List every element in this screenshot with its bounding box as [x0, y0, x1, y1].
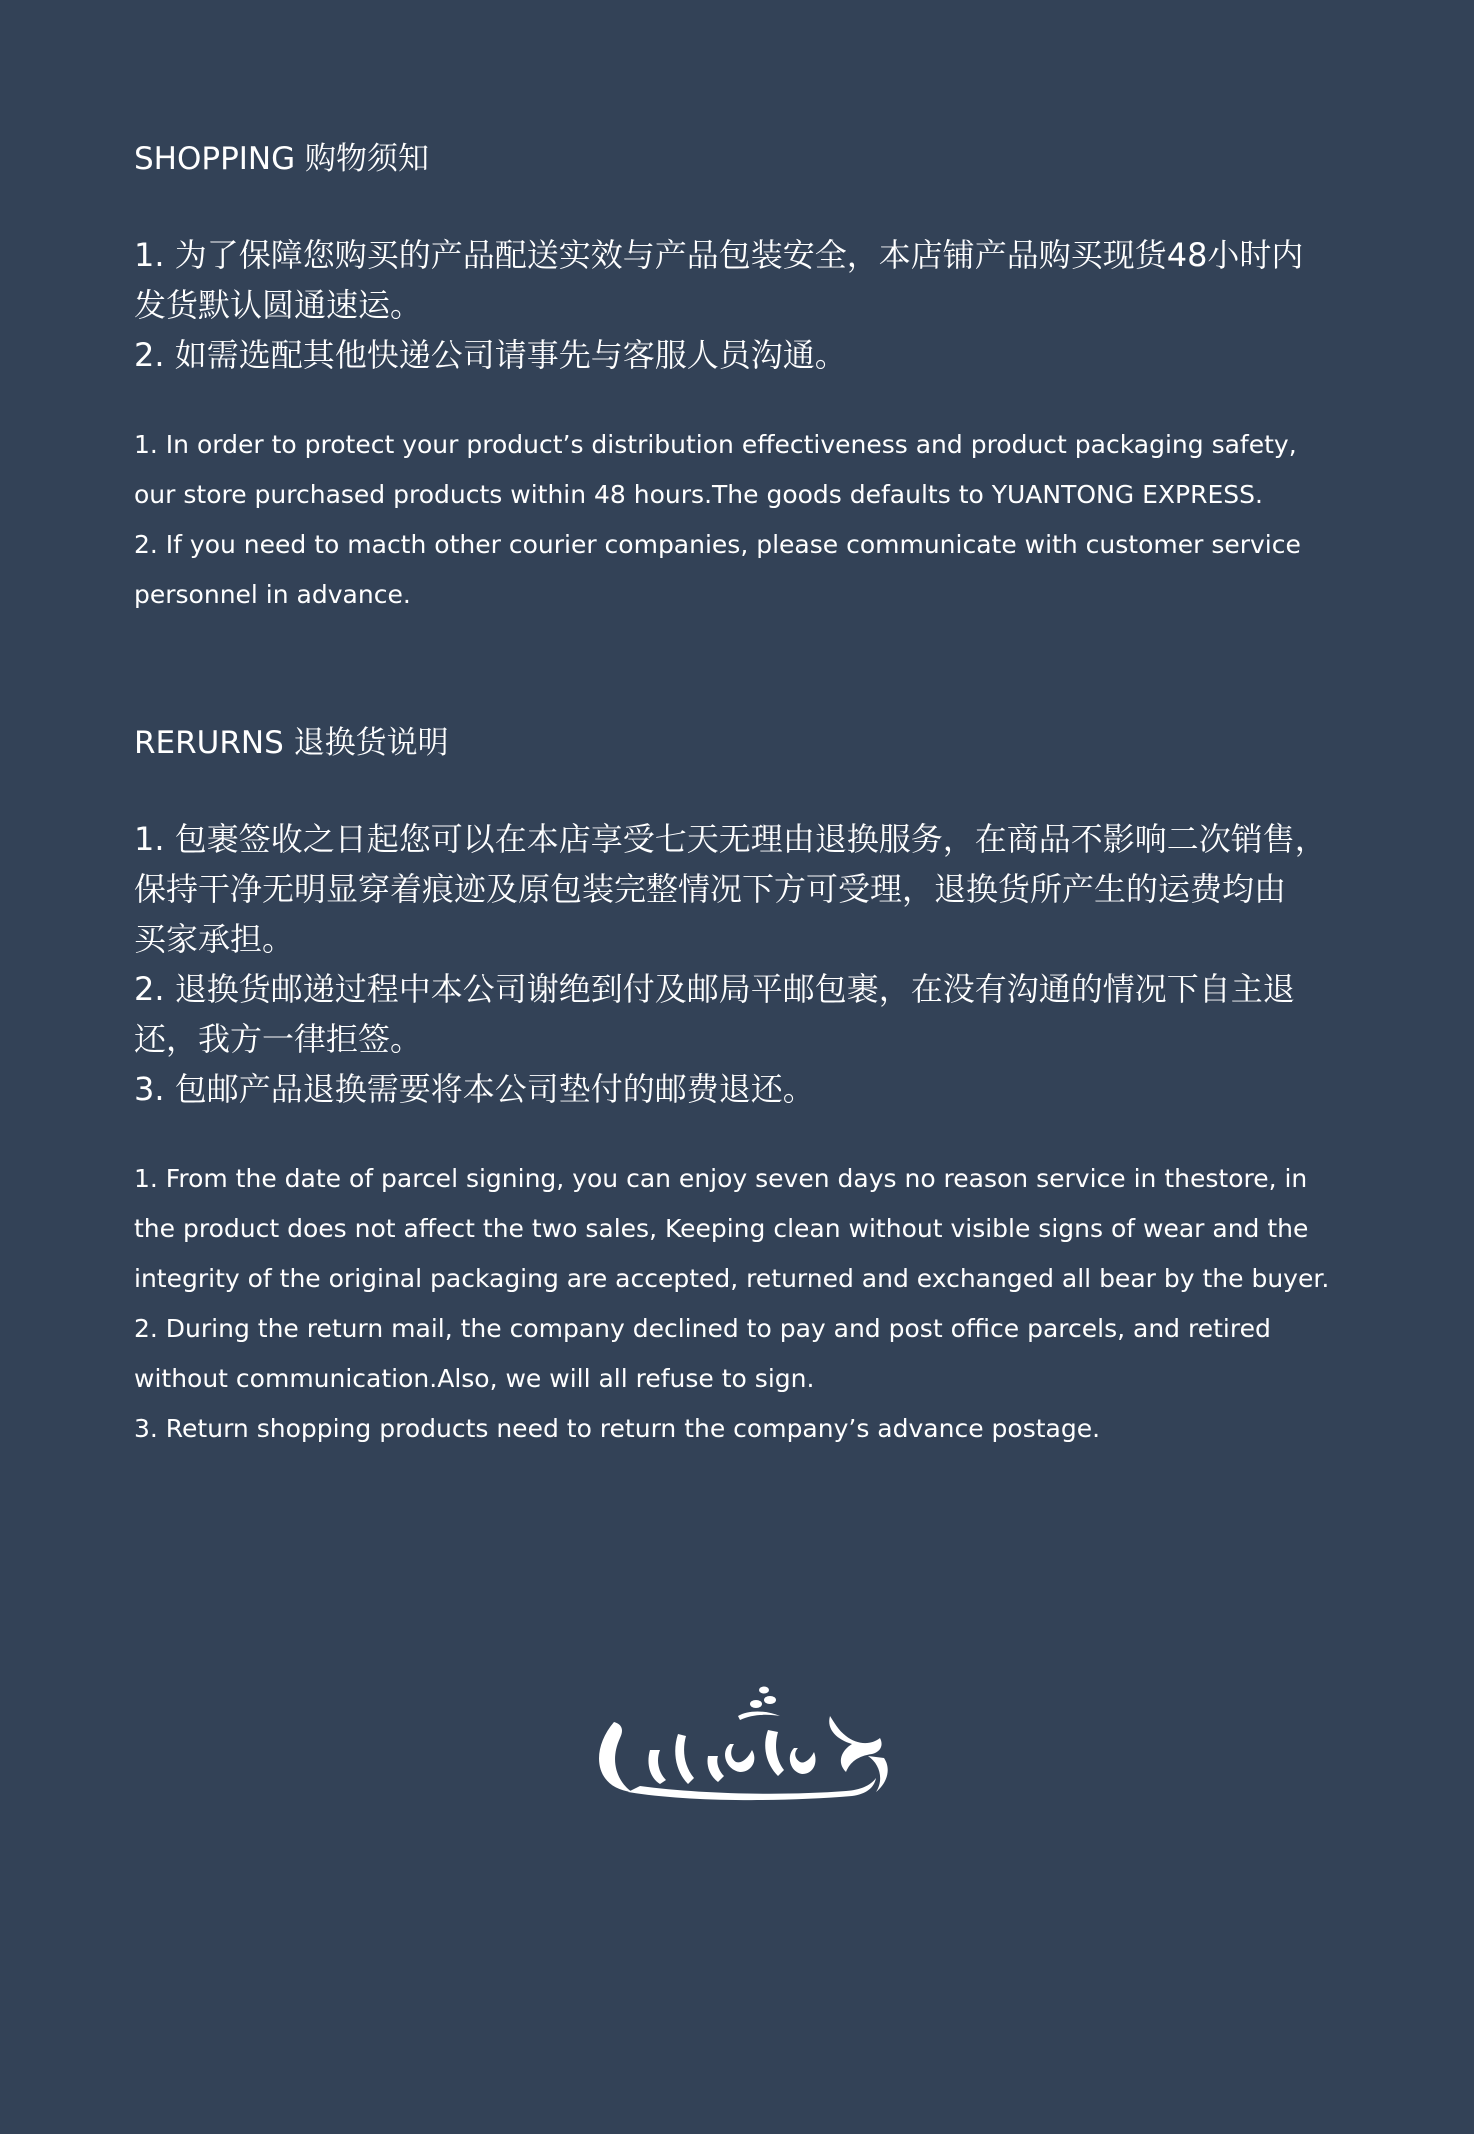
shopping-chinese-text [134, 230, 1344, 380]
shopping-cn-line: 发货默认圆通速运。 [134, 286, 423, 324]
shopping-en-line: 2. If you need to macth other courier companies, please communicate with customer service [134, 530, 1301, 559]
returns-en-line: 3. Return shopping products need to return the company’s advance postage. [134, 1414, 1101, 1443]
logo-graphic [580, 1660, 900, 1820]
returns-cn-line: 保持干净无明显穿着痕迹及原包装完整情况下方可受理，退换货所产生的运费均由 [134, 870, 1287, 908]
returns-cn-line: 2. 退换货邮递过程中本公司谢绝到付及邮局平邮包裹，在没有沟通的情况下自主退 [134, 970, 1295, 1008]
returns-en-line: the product does not affect the two sales, Keeping clean without visible signs of wear and the [134, 1214, 1309, 1243]
returns-title: RERURNS 退换货说明 [134, 725, 449, 761]
returns-en-line: 2. During the return mail, the company declined to pay and post office parcels, and retired [134, 1314, 1271, 1343]
shopping-en-line: personnel in advance. [134, 580, 411, 609]
returns-cn-line: 还，我方一律拒签。 [134, 1020, 423, 1058]
returns-en-line: 1. From the date of parcel signing, you can enjoy seven days no reason service in thestore, in [134, 1164, 1308, 1193]
shopping-cn-line: 2. 如需选配其他快递公司请事先与客服人员沟通。 [134, 336, 847, 374]
notice-page [134, 136, 1344, 1454]
returns-chinese-text [134, 814, 1344, 1114]
shopping-en-line: our store purchased products within 48 hours.The goods defaults to YUANTONG EXPRESS. [134, 480, 1263, 509]
shopping-title: SHOPPING 购物须知 [134, 141, 429, 177]
shopping-cn-line: 1. 为了保障您购买的产品配送实效与产品包装安全，本店铺产品购买现货48小时内 [134, 236, 1304, 274]
shopping-section [134, 136, 1344, 620]
returns-section [134, 720, 1344, 1454]
returns-en-line: integrity of the original packaging are accepted, returned and exchanged all bear by the buyer. [134, 1264, 1330, 1293]
returns-cn-line: 1. 包裹签收之日起您可以在本店享受七天无理由退换服务，在商品不影响二次销售， [134, 820, 1327, 858]
returns-cn-line: 买家承担。 [134, 920, 295, 958]
shopping-english-text [134, 420, 1344, 620]
shopping-en-line: 1. In order to protect your product’s distribution effectiveness and product packaging safety, [134, 430, 1297, 459]
returns-cn-line: 3. 包邮产品退换需要将本公司垫付的邮费退还。 [134, 1070, 815, 1108]
returns-en-line: without communication.Also, we will all refuse to sign. [134, 1364, 815, 1393]
returns-english-text [134, 1154, 1344, 1454]
calligraphy-logo-icon [580, 1660, 900, 1820]
